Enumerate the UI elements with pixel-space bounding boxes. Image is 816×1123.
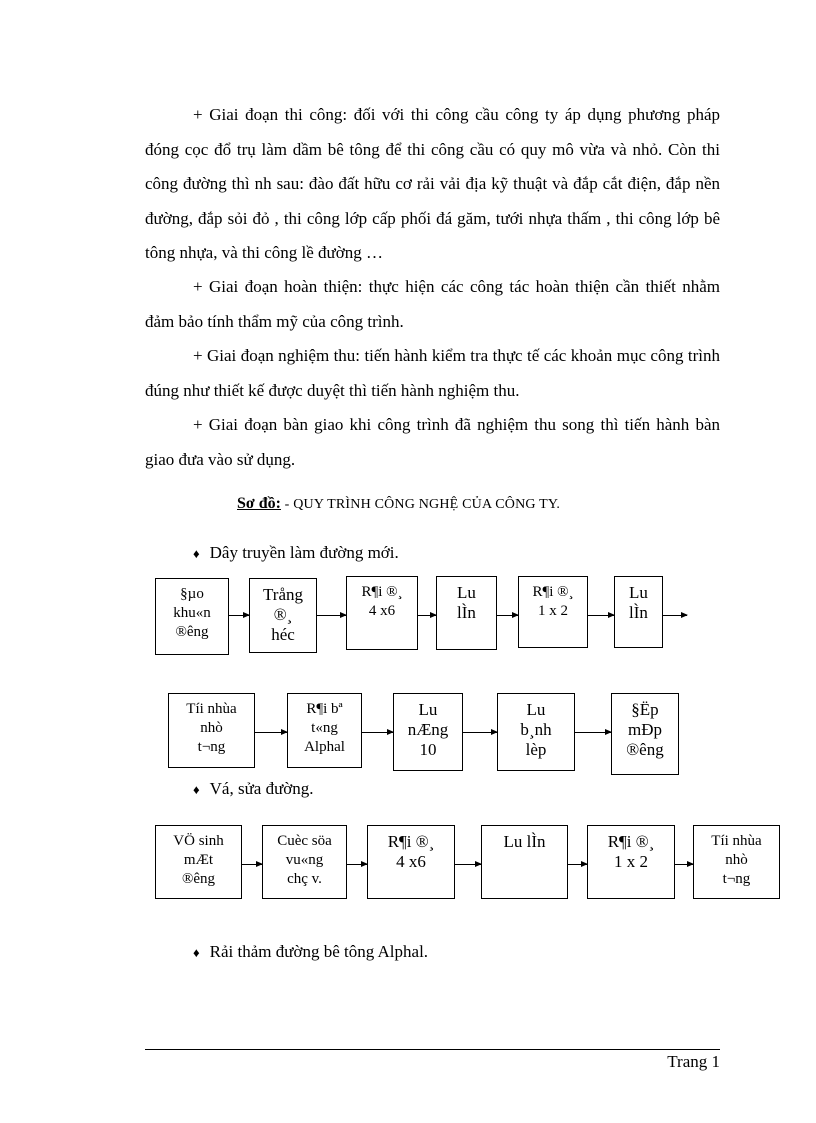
page-number: Trang 1 xyxy=(667,1052,720,1071)
paragraph-handover-phase: + Giai đoạn bàn giao khi công trình đã nghiệm thu song thì tiến hành bàn giao đưa vào sử dụng. xyxy=(145,415,720,469)
flow-arrow xyxy=(675,864,693,865)
flow-box-stone-planting: Trång ®¸ héc xyxy=(249,578,317,653)
flow-arrow xyxy=(568,864,587,865)
flow-box-roller: Lu lÌn xyxy=(436,576,497,650)
paragraph-construction-phase: + Giai đoạn thi công: đối với thi công cầu công ty áp dụng phương pháp đóng cọc đổ trụ làm dầm bê tông để thi công cầu có quy mô vừa và nhỏ. Còn thi công đường thì nh sau: đào đất hữu cơ rải vải địa kỹ thuật và đắp cắt điện, đắp nền đường, đắp sỏi đỏ , thi công lớp cấp phối đá găm, tưới nhựa thấm , thi công lớp bê tông nhựa, và thi công lề đường … xyxy=(145,105,720,262)
flow-box-surface-cleaning: VÖ sinh mÆt ®êng xyxy=(155,825,242,899)
section-heading-asphalt-paving xyxy=(193,942,428,962)
diagram-title xyxy=(237,495,560,513)
flow-box-spread-stone-1x2: R¶i ®¸ 1 x 2 xyxy=(587,825,675,899)
flow-arrow xyxy=(255,732,287,733)
flow-box-spread-stone-1x2: R¶i ®¸ 1 x 2 xyxy=(518,576,588,648)
section-heading-text: Rải thảm đường bê tông Alphal. xyxy=(209,942,429,961)
paragraph-acceptance-phase: + Giai đoạn nghiệm thu: tiến hành kiểm tra thực tế các khoản mục công trình đúng như thiết kế được duyệt thì tiến hành nghiệm thu. xyxy=(145,346,720,400)
flow-box-tire-roller: Lu b¸nh lèp xyxy=(497,693,575,771)
flow-box-roller: Lu lÌn xyxy=(614,576,663,648)
section-heading-text: Dây truyền làm đường mới. xyxy=(209,543,399,562)
footer-divider xyxy=(145,1049,720,1050)
diamond-bullet-icon: ♦ xyxy=(193,782,200,797)
flow-arrow xyxy=(418,615,436,616)
flow-arrow xyxy=(463,732,497,733)
flow-box-road-edge: §Ëp mÐp ®êng xyxy=(611,693,679,775)
flow-box-excavate: §µo khu«n ®êng xyxy=(155,578,229,655)
flow-box-heavy-roller: Lu nÆng 10 xyxy=(393,693,463,771)
flow-box-emulsion-spray: Tíi nhùa nhò t¬ng xyxy=(168,693,255,768)
flow-box-spread-stone-4x6: R¶i ®¸ 4 x6 xyxy=(367,825,455,899)
diagram-title-text: - QUY TRÌNH CÔNG NGHỆ CỦA CÔNG TY. xyxy=(280,497,561,512)
diagram-label: Sơ đồ: xyxy=(237,495,281,512)
flow-arrow xyxy=(317,615,346,616)
flow-box-emulsion-spray: Tíi nhùa nhò t¬ng xyxy=(693,825,780,899)
paragraph-completion-phase: + Giai đoạn hoàn thiện: thực hiện các công tác hoàn thiện cần thiết nhằm đảm bảo tính thẩm mỹ của công trình. xyxy=(145,277,720,331)
flow-arrow xyxy=(575,732,611,733)
diamond-bullet-icon: ♦ xyxy=(193,546,200,561)
section-heading-text: Vá, sửa đường. xyxy=(209,779,314,798)
flow-arrow xyxy=(588,615,614,616)
flow-arrow xyxy=(663,615,687,616)
section-heading-road-repair xyxy=(193,779,314,799)
section-heading-new-road xyxy=(193,543,399,563)
flow-box-roller: Lu lÌn xyxy=(481,825,568,899)
flow-arrow xyxy=(347,864,367,865)
flow-arrow xyxy=(242,864,262,865)
flow-box-asphalt-paving: R¶i bª t«ng Alphal xyxy=(287,693,362,768)
flow-box-spread-stone-4x6: R¶i ®¸ 4 x6 xyxy=(346,576,418,650)
diamond-bullet-icon: ♦ xyxy=(193,945,200,960)
flow-box-square-cutting: Cuèc söa vu«ng chç v. xyxy=(262,825,347,899)
flow-arrow xyxy=(362,732,393,733)
flow-arrow xyxy=(497,615,518,616)
flow-arrow xyxy=(455,864,481,865)
flow-arrow xyxy=(229,615,249,616)
